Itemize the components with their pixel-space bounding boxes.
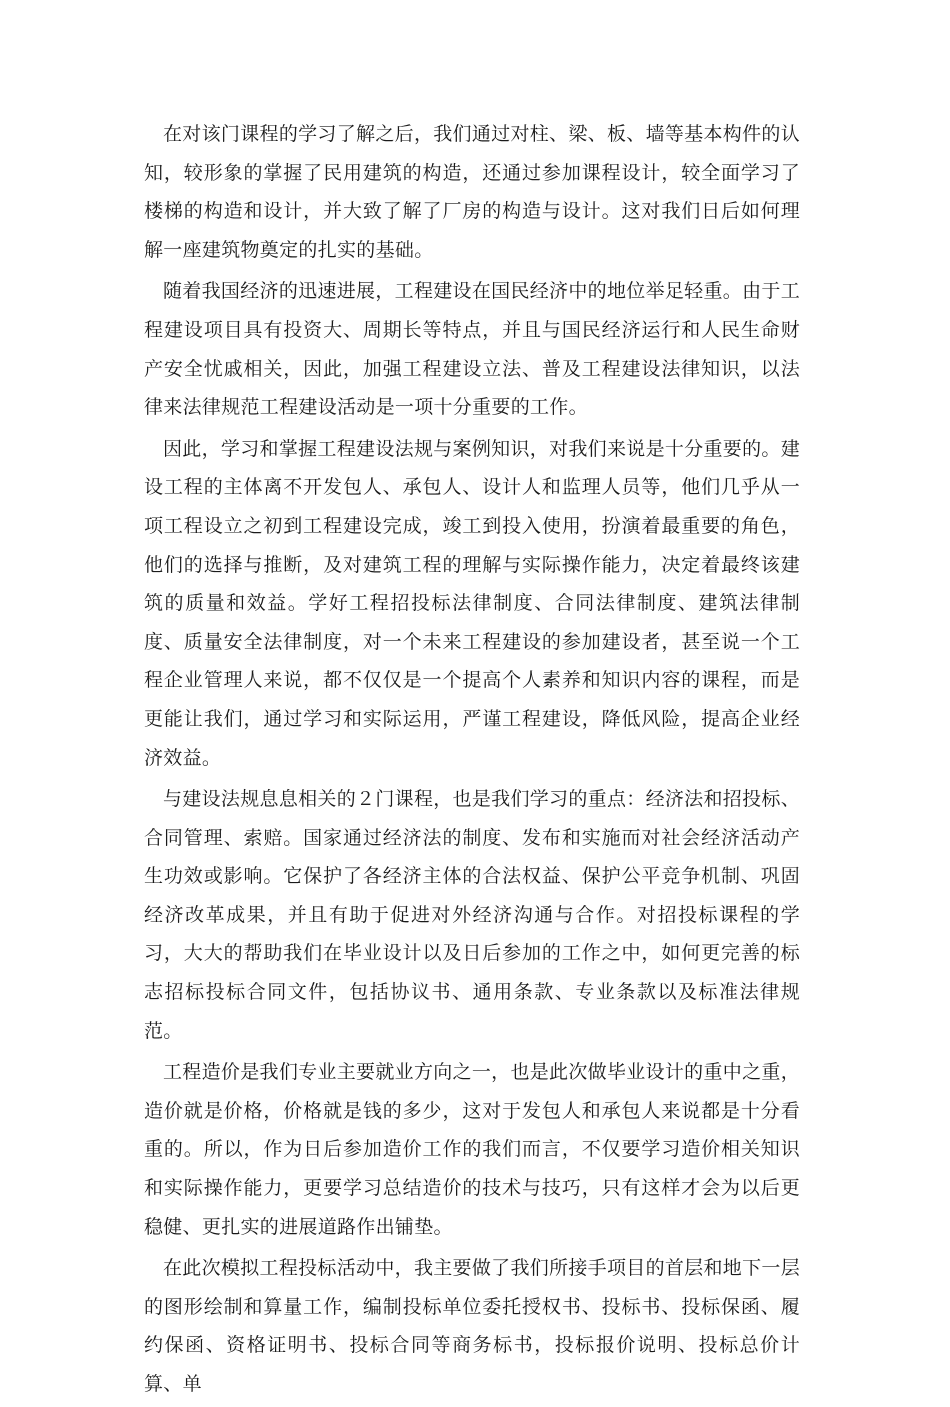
- document-body: [144, 115, 800, 1407]
- paragraph-1: 在对该门课程的学习了解之后，我们通过对柱、梁、板、墙等基本构件的认知，较形象的掌握了民用建筑的构造，还通过参加课程设计，较全面学习了楼梯的构造和设计，并大致了解了厂房的构造与设计。这对我们日后如何理解一座建筑物奠定的扎实的基础。: [144, 123, 800, 261]
- paragraph-6: 在此次模拟工程投标活动中，我主要做了我们所接手项目的首层和地下一层的图形绘制和算量工作，编制投标单位委托授权书、投标书、投标保函、履约保函、资格证明书、投标合同等商务标书，投标报价说明、投标总价计算、单: [144, 1257, 800, 1395]
- paragraph-2: 随着我国经济的迅速进展，工程建设在国民经济中的地位举足轻重。由于工程建设项目具有投资大、周期长等特点，并且与国民经济运行和人民生命财产安全忧戚相关，因此，加强工程建设立法、普及工程建设法律知识，以法律来法律规范工程建设活动是一项十分重要的工作。: [144, 280, 800, 419]
- paragraph-3: 因此，学习和掌握工程建设法规与案例知识，对我们来说是十分重要的。建设工程的主体离不开发包人、承包人、设计人和监理人员等，他们几乎从一项工程设立之初到工程建设完成，竣工到投入使用，扮演着最重要的角色，他们的选择与推断，及对建筑工程的理解与实际操作能力，决定着最终该建筑的质量和效益。学好工程招投标法律制度、合同法律制度、建筑法律制度、质量安全法律制度，对一个未来工程建设的参加建设者，甚至说一个工程企业管理人来说，都不仅仅是一个提高个人素养和知识内容的课程，而是更能让我们，通过学习和实际运用，严谨工程建设，降低风险，提高企业经济效益。: [144, 437, 800, 769]
- paragraph-5: 工程造价是我们专业主要就业方向之一，也是此次做毕业设计的重中之重，造价就是价格，价格就是钱的多少，这对于发包人和承包人来说都是十分看重的。所以，作为日后参加造价工作的我们而言，不仅要学习造价相关知识和实际操作能力，更要学习总结造价的技术与技巧，只有这样才会为以后更稳健、更扎实的进展道路作出铺垫。: [144, 1061, 800, 1238]
- paragraph-4: 与建设法规息息相关的２门课程，也是我们学习的重点：经济法和招投标、合同管理、索赔。国家通过经济法的制度、发布和实施而对社会经济活动产生功效或影响。它保护了各经济主体的合法权益、保护公平竞争机制、巩固经济改革成果，并且有助于促进对外经济沟通与合作。对招投标课程的学习，大大的帮助我们在毕业设计以及日后参加的工作之中，如何更完善的标志招标投标合同文件，包括协议书、通用条款、专业条款以及标准法律规范。: [144, 788, 800, 1042]
